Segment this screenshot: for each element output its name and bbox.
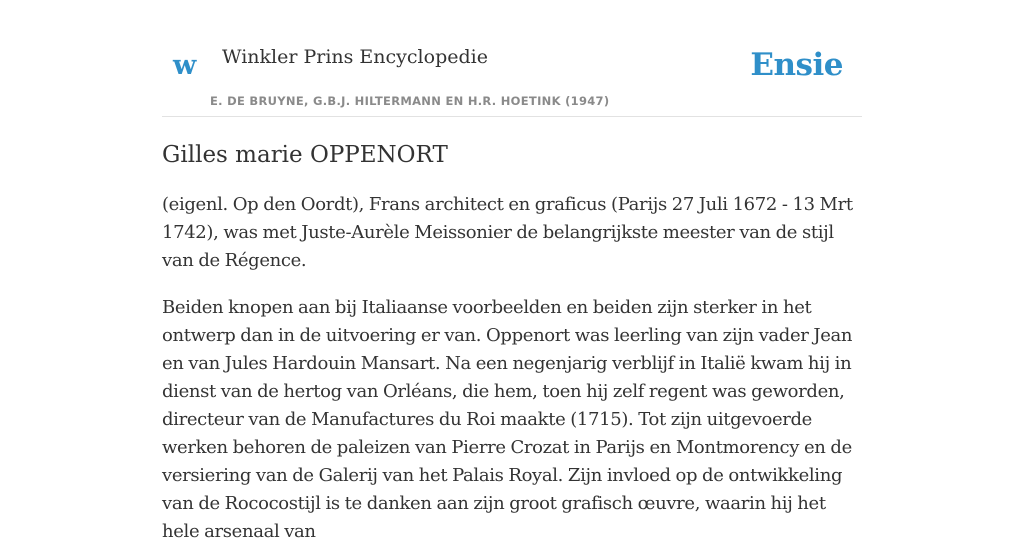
page-content — [162, 0, 862, 546]
publication-authors: E. DE BRUYNE, G.B.J. HILTERMANN EN H.R. HOETINK (1947) — [210, 94, 610, 108]
publication-title[interactable]: Winkler Prins Encyclopedie — [222, 46, 488, 68]
publication-header — [162, 0, 862, 117]
ensie-logo[interactable]: Ensie — [750, 47, 843, 83]
entry-title: Gilles marie OPPENORT — [162, 142, 448, 168]
winkler-prins-logo[interactable]: w — [173, 50, 197, 81]
article-paragraph-1: (eigenl. Op den Oordt), Frans architect en graficus (Parijs 27 Juli 1672 - 13 Mrt 1742), was met Juste-Aurèle Meissonier de belangrijkste meester van de stijl van de Régence. — [162, 193, 853, 271]
article-paragraph-2: Beiden knopen aan bij Italiaanse voorbeelden en beiden zijn sterker in het ontwerp dan in de uitvoering er van. Oppenort was leerling van zijn vader Jean en van Jules Hardouin Mansart. Na een negenjarig verblijf in Italië kwam hij in dienst van de hertog van Orléans, die hem, toen hij zelf regent was geworden, directeur van de Manufactures du Roi maakte (1715). Tot zijn uitgevoerde werken behoren de paleizen van Pierre Crozat in Parijs en Montmorency en de versiering van de Galerij van het Palais Royal. Zijn invloed op de ontwikkeling van de Rococostijl is te danken aan zijn groot grafisch œuvre, waarin hij het hele arsenaal van — [162, 296, 853, 542]
